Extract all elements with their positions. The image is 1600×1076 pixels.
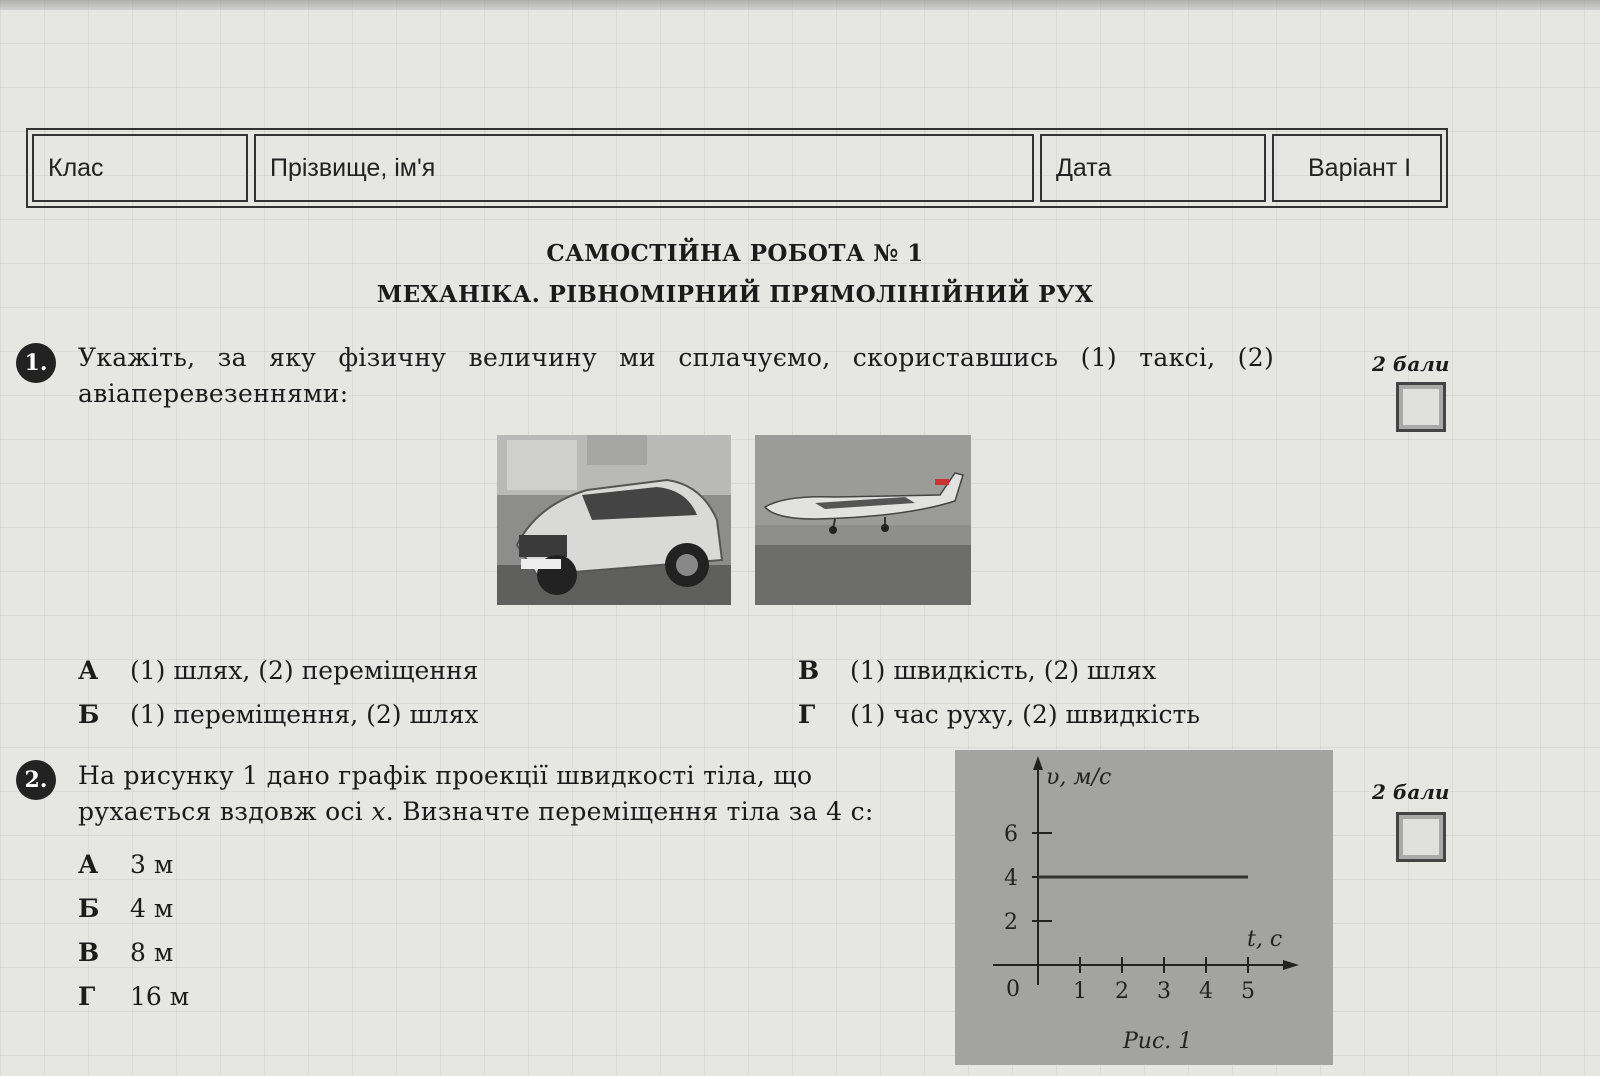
velocity-graph-figure [955,750,1333,1065]
x-tick-label-3: 3 [1157,979,1171,1004]
question-1-score-box[interactable] [1396,382,1446,432]
name-label: Прізвище, ім'я [270,153,436,182]
x-tick-label-4: 4 [1199,979,1213,1004]
class-field[interactable] [32,134,248,202]
q1-answer-g[interactable] [798,700,1200,729]
q1-answer-g-letter: Г [798,700,816,729]
x-axis-label: t, с [1247,927,1283,952]
q2-answer-v[interactable] [78,938,173,967]
x-tick-label-1: 1 [1073,979,1087,1004]
x-tick-label-2: 2 [1115,979,1129,1004]
topic-title: МЕХАНІКА. РІВНОМІРНИЙ ПРЯМОЛІНІЙНИЙ РУХ [376,281,1094,308]
question-1-text: Укажіть, за яку фізичну величину ми сплачуємо, скориставшись (1) таксі, (2) авіаперевезеннями: [78,343,1274,408]
name-field[interactable] [254,134,1034,202]
x-tick-label-5: 5 [1241,979,1255,1004]
q2-answer-g-text: 16 м [130,982,190,1011]
q1-answer-a-letter: А [78,656,99,685]
question-2-number: 2. [16,760,56,800]
question-2-score-box[interactable] [1396,812,1446,862]
velocity-graph [955,750,1333,1065]
header-table [26,128,1448,208]
q2-answer-v-letter: В [78,938,100,967]
q1-answer-b-text: (1) переміщення, (2) шлях [130,700,479,729]
question-2-points: 2 бали [1372,780,1450,804]
x-axis-arrow [1283,960,1299,970]
question-2-axis-var: x [371,797,386,826]
q1-answer-g-text: (1) час руху, (2) швидкість [850,700,1200,729]
variant-label: Варіант І [1308,153,1412,182]
question-2-line-1: На рисунку 1 дано графік проекції швидкості тіла, що [78,761,813,790]
y-tick-label-4: 4 [1004,866,1018,891]
car-photo [497,435,731,605]
y-tick-label-2: 2 [1004,910,1018,935]
q1-answer-v-text: (1) швидкість, (2) шлях [850,656,1157,685]
q1-answer-b-letter: Б [78,700,100,729]
date-field[interactable] [1040,134,1266,202]
q2-answer-g[interactable] [78,982,189,1011]
class-label: Клас [48,153,104,182]
q2-answer-b[interactable] [78,894,173,923]
q1-answer-v-letter: В [798,656,820,685]
q1-answer-a-text: (1) шлях, (2) переміщення [130,656,479,685]
question-2-line-2 [78,794,943,830]
work-title: САМОСТІЙНА РОБОТА № 1 [546,240,924,267]
q2-answer-a[interactable] [78,850,173,879]
q2-answer-v-text: 8 м [130,938,174,967]
q2-answer-a-letter: А [78,850,99,879]
q1-answer-b[interactable] [78,700,478,729]
variant-field [1272,134,1442,202]
q2-answer-a-text: 3 м [130,850,174,879]
question-2-line-2-post: . Визначте переміщення тіла за 4 с: [385,797,874,826]
q1-answer-v[interactable] [798,656,1156,685]
y-axis-arrow [1033,756,1043,770]
date-label: Дата [1056,153,1112,182]
q2-answer-b-letter: Б [78,894,100,923]
figure-caption: Рис. 1 [1123,1029,1193,1054]
q1-answer-a[interactable] [78,656,478,685]
q2-answer-b-text: 4 м [130,894,174,923]
question-2-line-2-pre: рухається вздовж осі [78,797,372,826]
y-axis-label: υ, м/с [1046,765,1112,790]
y-tick-label-6: 6 [1004,822,1018,847]
airplane-photo [755,435,971,605]
question-1-points: 2 бали [1372,352,1450,376]
question-2-text [78,758,943,830]
origin-label: 0 [1006,977,1020,1002]
question-1-number: 1. [16,343,56,383]
q2-answer-g-letter: Г [78,982,96,1011]
